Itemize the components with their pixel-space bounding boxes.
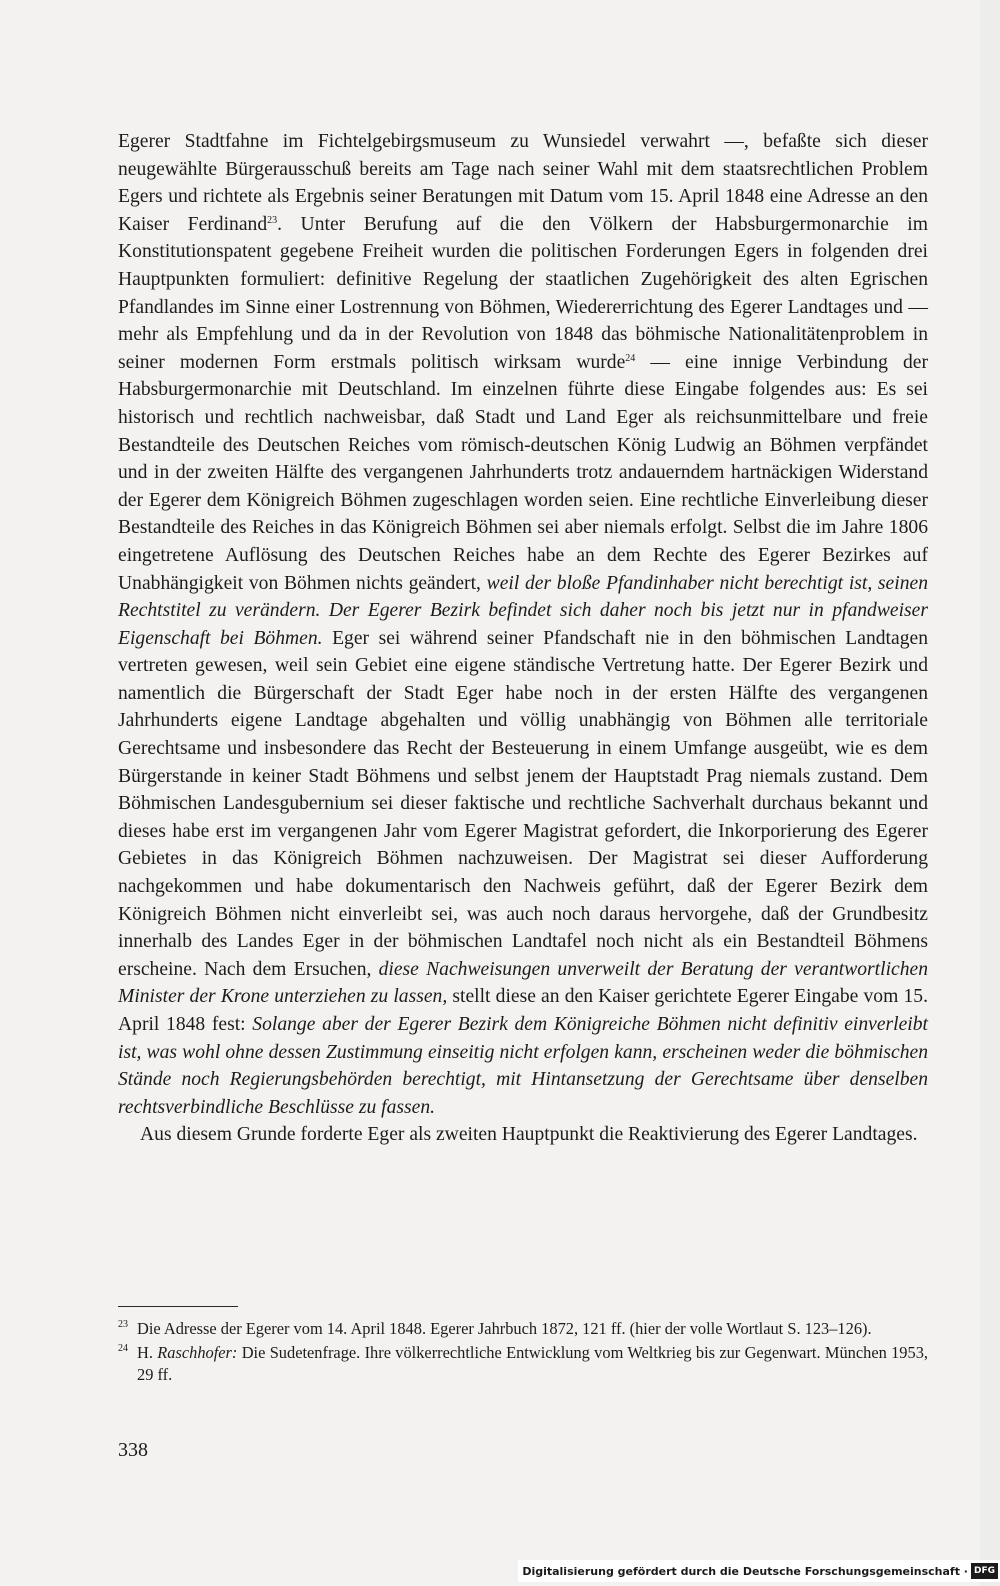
footnote-author: Raschhofer: (157, 1343, 238, 1362)
digitization-credit (518, 1560, 1000, 1582)
quote-italic: Solange aber der Egerer Bezirk dem Königreiche Böhmen nicht definitiv einverleibt ist, was wohl ohne dessen Zustimmung einseitig nicht erfolgen kann, erscheinen weder die böhmischen Stände noch Regierungsbehörden berechtigt, mit Hintansetzung der Gerechtsame über denselben rechtsverbindliche Beschlüsse zu fassen. (118, 1014, 928, 1118)
footnote-marker: 24 (118, 1343, 128, 1354)
text-run: stellt diese an den Kaiser gerichtete Egerer Eingabe vom 15. April 1848 fest: (118, 986, 928, 1035)
quote-italic: weil der bloße Pfandinhaber nicht berechtigt ist, seinen Rechtstitel zu verändern. Der Egerer Bezirk befindet sich daher noch bis jetzt nur in pfandweiser Eigenschaft bei Böhmen. (118, 572, 928, 649)
footnote-marker: 23 (118, 1319, 128, 1330)
footnote-text: Die Sudetenfrage. Ihre völkerrechtliche Entwicklung vom Weltkrieg bis zur Gegenwart. München 1953, 29 ff. (137, 1343, 928, 1384)
footnote-24 (118, 1342, 928, 1386)
footnotes (118, 1318, 928, 1388)
credit-text: Digitalisierung gefördert durch die Deutsche Forschungsgemeinschaft · (522, 1564, 968, 1578)
footnote-ref-24[interactable]: 24 (625, 352, 636, 364)
footnote-author-initial: H. (137, 1343, 158, 1362)
dfg-logo-icon: DFG (971, 1563, 998, 1579)
scan-edge (980, 0, 1000, 1586)
footnote-text: Die Adresse der Egerer vom 14. April 1848. Egerer Jahrbuch 1872, 121 ff. (hier der volle Wortlaut S. 123–126). (137, 1319, 872, 1338)
paragraph-main (118, 128, 928, 1121)
quote-italic: diese Nachweisungen unverweilt der Beratung der verantwortlichen Minister der Krone unterziehen zu lassen, (118, 958, 928, 1008)
text-run: Eger sei während seiner Pfandschaft nie in den böhmischen Landtagen vertreten gewesen, weil sein Gebiet eine eigene ständische Vertretung hatte. Der Egerer Bezirk und namentlich die Bürgerschaft der Stadt Eger habe noch in der ersten Hälfte des vergangenen Jahrhunderts eigene Landtage abgehalten und völlig unabhängig von Böhmen alle territoriale Gerechtsame und insbesondere das Recht der Besteuerung in einem Umfange ausgeübt, wie es dem Bürgerstande in keiner Stadt Böhmens und selbst jenem der Hauptstadt Prag niemals zustand. Dem Böhmischen Landesgubernium sei dieser faktische und rechtliche Sachverhalt durchaus bekannt und dieses habe erst im vergangenen Jahr vom Egerer Magistrat gefordert, die Inkorporierung des Egerer Gebietes in das Königreich Böhmen nachzuweisen. Der Magistrat sei dieser Aufforderung nachgekommen und habe dokumentarisch den Nachweis geführt, daß der Egerer Bezirk dem Königreich Böhmen nicht einverleibt sei, was auch noch daraus hervorgehe, daß der Grundbesitz innerhalb des Landes Eger in der böhmischen Landtafel noch nicht als ein Bestandteil Böhmens erscheine. Nach dem Ersuchen, (118, 627, 928, 980)
footnote-divider (118, 1306, 238, 1307)
footnote-23 (118, 1318, 928, 1340)
body-text (118, 128, 928, 1149)
text-run: . Unter Berufung auf die den Völkern der Habsburgermonarchie im Konstitutionspatent gegebene Freiheit wurden die politischen Forderungen Egers in folgenden drei Hauptpunkten formuliert: definitive Regelung der staatlichen Zugehörigkeit des alten Egrischen Pfandlandes im Sinne einer Lostrennung von Böhmen, Wiedererrichtung des Egerer Landtages und — mehr als Empfehlung und da in der Revolution von 1848 das böhmische Nationalitätenproblem in seiner modernen Form erstmals politisch wirksam wurde (118, 213, 928, 373)
text-run: Egerer Stadtfahne im Fichtelgebirgsmuseum zu Wunsiedel verwahrt —, befaßte sich dieser neugewählte Bürgerausschuß bereits am Tage nach seiner Wahl mit dem staatsrechtlichen Problem Egers und richtete als Ergebnis seiner Beratungen mit Datum vom 15. April 1848 eine Adresse an den Kaiser Ferdinand (118, 131, 928, 235)
footnote-ref-23[interactable]: 23 (267, 214, 278, 226)
page-number: 338 (118, 1439, 148, 1461)
paragraph-second: Aus diesem Grunde forderte Eger als zweiten Hauptpunkt die Reaktivierung des Egerer Landtages. (140, 1124, 918, 1146)
text-run: — eine innige Verbindung der Habsburgermonarchie mit Deutschland. Im einzelnen führte diese Eingabe folgendes aus: Es sei historisch und rechtlich nachweisbar, daß Stadt und Land Eger als reichsunmittelbare und freie Bestandteile des Deutschen Reiches vom römisch-deutschen König Ludwig an Böhmen verpfändet und in der zweiten Hälfte des vergangenen Jahrhunderts trotz andauerndem hartnäckigen Widerstand der Egerer dem Königreich Böhmen zugeschlagen worden seien. Eine rechtliche Einverleibung dieser Bestandteile des Reiches in das Königreich Böhmen sei aber niemals erfolgt. Selbst die im Jahre 1806 eingetretene Auflösung des Deutschen Reiches habe an dem Rechte des Egerer Bezirkes auf Unabhängigkeit von Böhmen nichts geändert, (118, 351, 928, 594)
